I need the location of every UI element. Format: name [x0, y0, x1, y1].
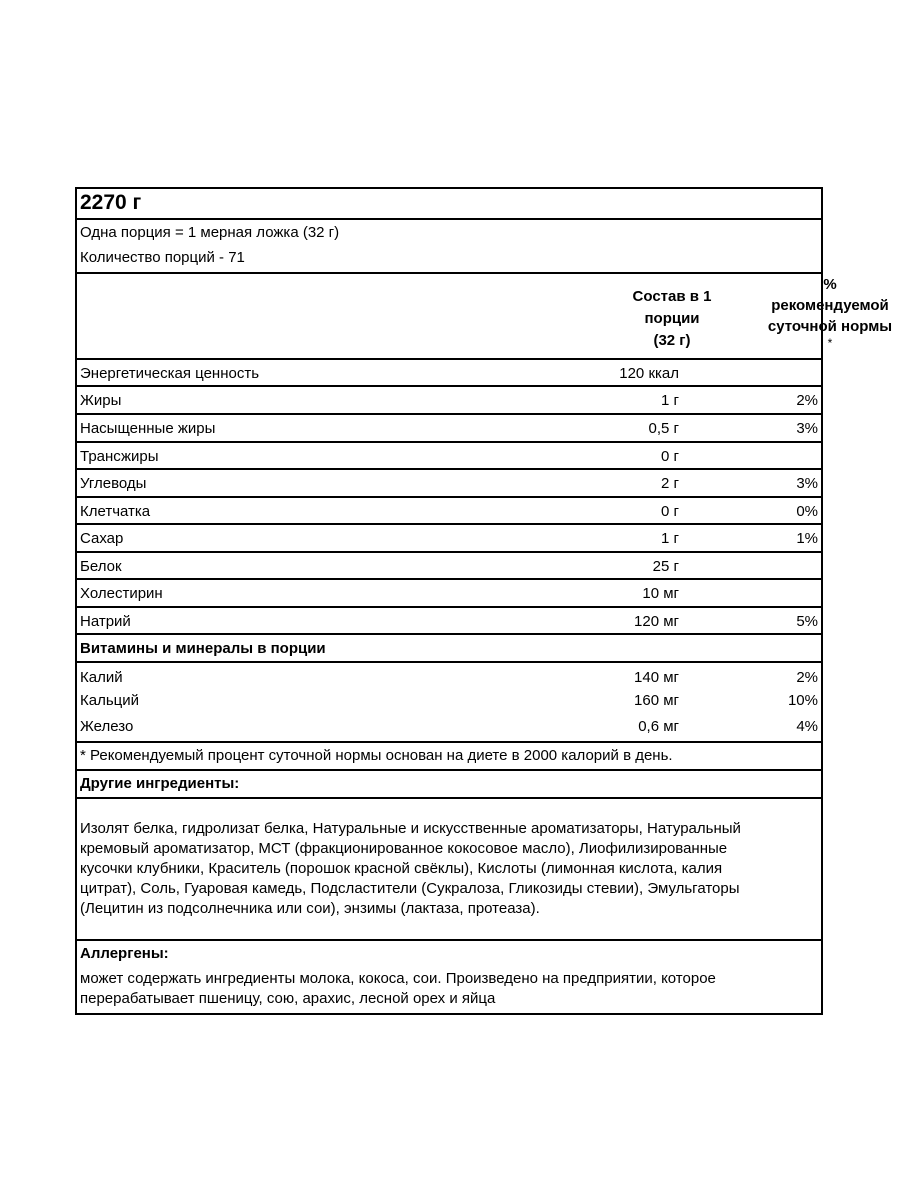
daily-value-footnote: * Рекомендуемый процент суточной нормы основан на диете в 2000 калорий в день.	[80, 747, 673, 764]
ingredients-line: Изолят белка, гидролизат белка, Натуральные и искусственные ароматизаторы, Натуральный	[80, 820, 741, 837]
vitamin-dv: 10%	[787, 692, 818, 709]
nutrient-row	[77, 606, 821, 633]
nutrient-row	[77, 578, 821, 606]
nutrient-name: Трансжиры	[80, 448, 159, 465]
nutrient-amount: 1 г	[661, 530, 679, 547]
ingredients-line: (Лецитин из подсолнечника или сои), энзимы (лактаза, протеаза).	[80, 900, 540, 917]
nutrient-dv: 2%	[796, 392, 818, 409]
nutrient-name: Холестирин	[80, 585, 163, 602]
nutrient-name: Углеводы	[80, 475, 147, 492]
nutrient-dv: 3%	[796, 475, 818, 492]
amount-header-line: Состав в 1	[632, 288, 712, 305]
vitamin-name: Железо	[80, 718, 134, 735]
nutrient-name: Натрий	[80, 613, 131, 630]
ingredients-body	[77, 797, 821, 939]
nutrient-amount: 0,5 г	[648, 420, 679, 437]
column-header-row	[77, 272, 893, 358]
nutrient-amount: 1 г	[661, 392, 679, 409]
nutrient-amount: 0 г	[661, 503, 679, 520]
vitamins-title: Витамины и минералы в порции	[80, 640, 326, 657]
nutrient-row	[77, 441, 821, 468]
ingredients-text	[80, 819, 815, 919]
vitamin-row	[77, 661, 821, 688]
vitamin-name: Кальций	[80, 692, 139, 709]
nutrient-name: Клетчатка	[80, 503, 151, 520]
ingredients-line: кусочки клубники, Краситель (порошок красной свёклы), Кислоты (лимонная кислота, калия	[80, 860, 723, 877]
vitamin-name: Калий	[80, 669, 123, 686]
nutrient-dv: 3%	[796, 420, 818, 437]
vitamin-amount: 160 мг	[634, 692, 679, 709]
dv-header-asterisk: *	[827, 336, 833, 350]
nutrient-amount: 120 ккал	[619, 365, 679, 382]
servings-count: Количество порций - 71	[80, 249, 245, 266]
nutrient-amount: 120 мг	[634, 613, 679, 630]
vitamin-amount: 140 мг	[634, 669, 679, 686]
serving-size: Одна порция = 1 мерная ложка (32 г)	[80, 224, 340, 241]
nutrient-amount: 0 г	[661, 448, 679, 465]
vitamin-row	[77, 688, 821, 714]
vitamin-amount: 0,6 мг	[638, 718, 679, 735]
servings-count-row	[77, 245, 821, 272]
dv-header-line: %	[823, 276, 837, 293]
ingredients-title: Другие ингредиенты:	[80, 775, 240, 792]
amount-column-header	[587, 286, 757, 352]
nutrient-row	[77, 523, 821, 551]
nutrient-row	[77, 496, 821, 523]
ingredients-line: кремовый ароматизатор, МСТ (фракционированное кокосовое масло), Лиофилизированные	[80, 840, 728, 857]
serving-row	[77, 218, 821, 245]
nutrient-amount: 2 г	[661, 475, 679, 492]
net-weight: 2270 г	[80, 191, 142, 214]
nutrient-row	[77, 358, 821, 385]
vitamins-title-row	[77, 633, 821, 661]
allergens-text	[80, 969, 815, 1009]
allergens-line: может содержать ингредиенты молока, кокоса, сои. Произведено на предприятии, которое	[80, 970, 716, 987]
nutrient-row	[77, 468, 821, 496]
vitamin-dv: 2%	[796, 669, 818, 686]
nutrient-name: Белок	[80, 558, 122, 575]
ingredients-line: цитрат), Соль, Гуаровая камедь, Подсластители (Сукралоза, Гликозиды стевии), Эмульгаторы	[80, 880, 740, 897]
allergens-line: перерабатывает пшеницу, сою, арахис, лесной орех и яйца	[80, 990, 496, 1007]
weight-row	[77, 189, 821, 218]
vitamin-row	[77, 714, 821, 741]
nutrition-label	[75, 187, 893, 1015]
nutrient-row	[77, 413, 821, 441]
nutrient-amount: 25 г	[652, 558, 679, 575]
nutrient-amount: 10 мг	[642, 585, 679, 602]
nutrient-dv: 1%	[796, 530, 818, 547]
daily-value-column-header	[755, 274, 900, 349]
allergens-section	[77, 939, 821, 1013]
vitamin-dv: 4%	[796, 718, 818, 735]
amount-header-line: порции	[644, 310, 700, 327]
nutrient-name: Жиры	[80, 392, 122, 409]
nutrient-name: Энергетическая ценность	[80, 365, 260, 382]
amount-header-line: (32 г)	[653, 332, 691, 349]
nutrient-name: Сахар	[80, 530, 124, 547]
ingredients-title-row	[77, 769, 821, 797]
footnote-row	[77, 741, 821, 769]
dv-header-line: рекомендуемой	[771, 297, 889, 314]
nutrient-name: Насыщенные жиры	[80, 420, 216, 437]
nutrient-row	[77, 385, 821, 413]
nutrient-row	[77, 551, 821, 578]
allergens-title: Аллергены:	[80, 945, 169, 962]
dv-header-line: суточной нормы	[767, 318, 893, 335]
nutrient-dv: 0%	[796, 503, 818, 520]
nutrient-dv: 5%	[796, 613, 818, 630]
